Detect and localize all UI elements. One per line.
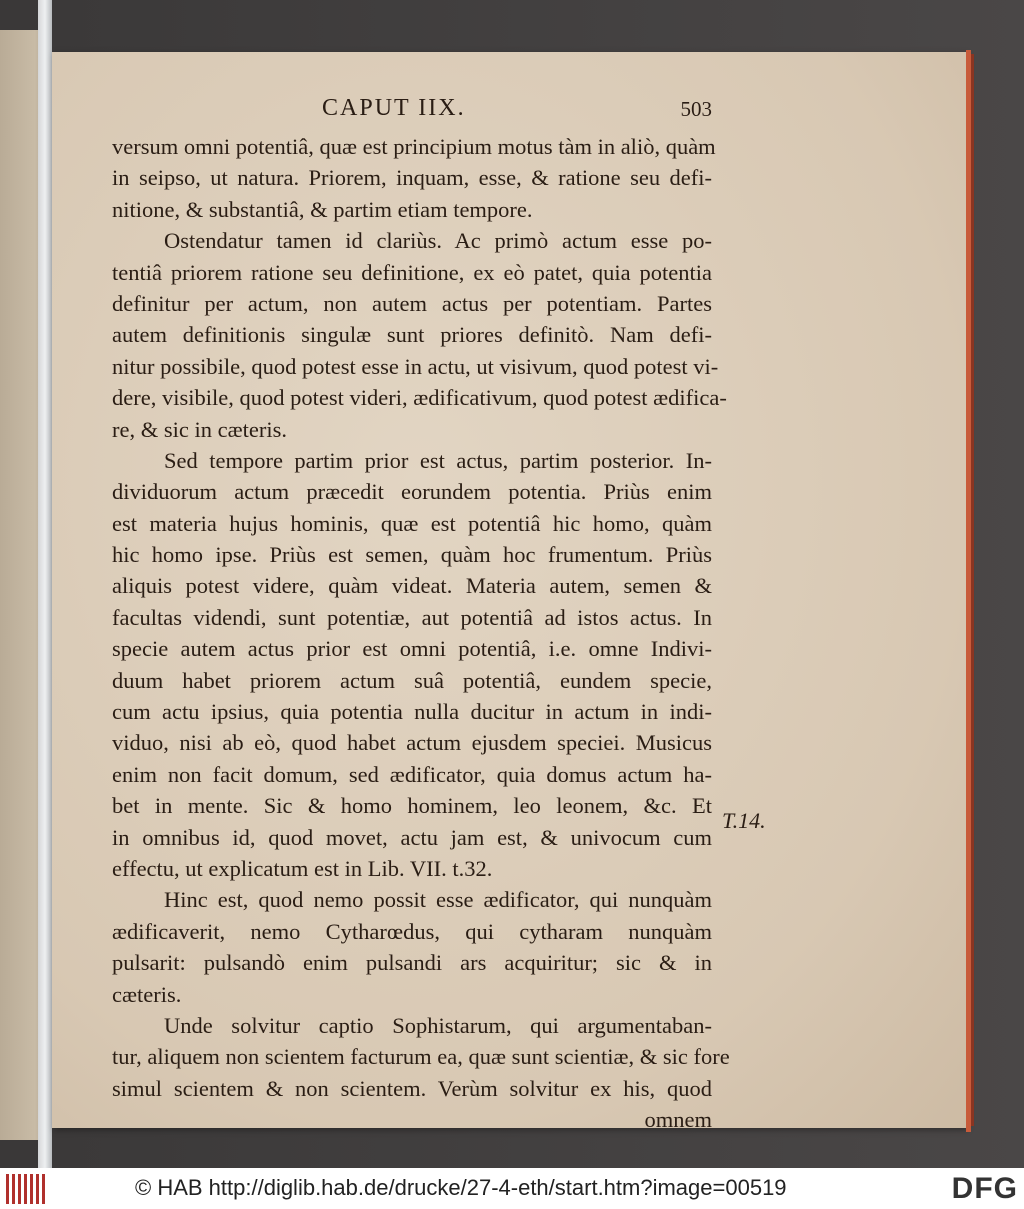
page-header — [112, 95, 712, 131]
text-line: nitione, & substantiâ, & partim etiam tempore. — [112, 196, 533, 222]
text-line: simul scientem & non scientem. Verùm solvitur ex his, quod — [112, 1075, 712, 1101]
text-line: pulsarit: pulsandò enim pulsandi ars acquiritur; sic & in — [112, 950, 712, 976]
text-line: definitur per actum, non autem actus per potentiam. Partes — [112, 290, 712, 316]
text-line: facultas videndi, sunt potentiæ, aut potentiâ ad istos actus. In — [112, 604, 712, 630]
text-line: cæteris. — [112, 981, 182, 1007]
margin-note: T.14. — [722, 808, 766, 833]
text-line: effectu, ut explicatum est in Lib. VII. t.32. — [112, 855, 493, 881]
text-line: viduo, nisi ab eò, quod habet actum ejusdem speciei. Musicus — [112, 730, 712, 756]
red-page-edge-shadow — [971, 54, 974, 1126]
text-line: re, & sic in cæteris. — [112, 416, 287, 442]
text-line: ædificaverit, nemo Cytharœdus, qui cytharam nunquàm — [112, 918, 712, 944]
text-line: aliquis potest videre, quàm videat. Materia autem, semen & — [112, 573, 712, 599]
running-head: CAPUT IIX. — [322, 95, 466, 121]
text-line: dividuorum actum præcedit eorundem potentia. Priùs enim — [112, 479, 712, 505]
text-line: in omnibus id, quod movet, actu jam est, & univocum cum — [112, 824, 712, 850]
copyright-url[interactable]: © HAB http://diglib.hab.de/drucke/27-4-eth/start.htm?image=00519 — [135, 1175, 787, 1200]
text-line: in seipso, ut natura. Priorem, inquam, esse, & ratione seu defi- — [112, 165, 712, 191]
text-line: Sed tempore partim prior est actus, partim posterior. In- — [164, 447, 712, 473]
text-line: duum habet priorem actum suâ potentiâ, eundem specie, — [112, 667, 712, 693]
page-stack-edge — [38, 0, 52, 1168]
text-line: tur, aliquem non scientem facturum ea, quæ sunt scientiæ, & sic fore — [112, 1044, 730, 1070]
text-line: enim non facit domum, sed ædificator, quia domus actum ha- — [112, 761, 712, 787]
hab-logo-icon — [6, 1174, 46, 1204]
dfg-logo: DFG — [951, 1172, 1018, 1205]
text-line: tentiâ priorem ratione seu definitione, ex eò patet, quia potentia — [112, 259, 712, 285]
text-line: nitur possibile, quod potest esse in actu, ut visivum, quod potest vi- — [112, 353, 719, 379]
text-line: dere, visibile, quod potest videri, ædificativum, quod potest ædifica- — [112, 385, 727, 411]
footer-bar — [0, 1168, 1024, 1209]
text-line: hic homo ipse. Priùs est semen, quàm hoc frumentum. Priùs — [112, 542, 712, 568]
catchword: omnem — [644, 1107, 712, 1133]
page-number: 503 — [680, 97, 712, 121]
text-line: Hinc est, quod nemo possit esse ædificator, qui nunquàm — [164, 887, 712, 913]
text-line: specie autem actus prior est omni potentiâ, i.e. omne Indivi- — [112, 636, 712, 662]
text-line: Unde solvitur captio Sophistarum, qui argumentaban- — [164, 1012, 712, 1038]
text-line: versum omni potentiâ, quæ est principium motus tàm in aliò, quàm — [112, 134, 716, 159]
text-line: cum actu ipsius, quia potentia nulla ducitur in actum in indi- — [112, 699, 712, 725]
page-body-text — [112, 131, 730, 1136]
text-line: bet in mente. Sic & homo hominem, leo leonem, &c. Et — [112, 793, 712, 819]
text-line: autem definitionis singulæ sunt priores definitò. Nam defi- — [112, 322, 712, 348]
text-line: Ostendatur tamen id clariùs. Ac primò actum esse po- — [164, 228, 712, 254]
text-line: est materia hujus hominis, quæ est potentiâ hic homo, quàm — [112, 510, 712, 536]
